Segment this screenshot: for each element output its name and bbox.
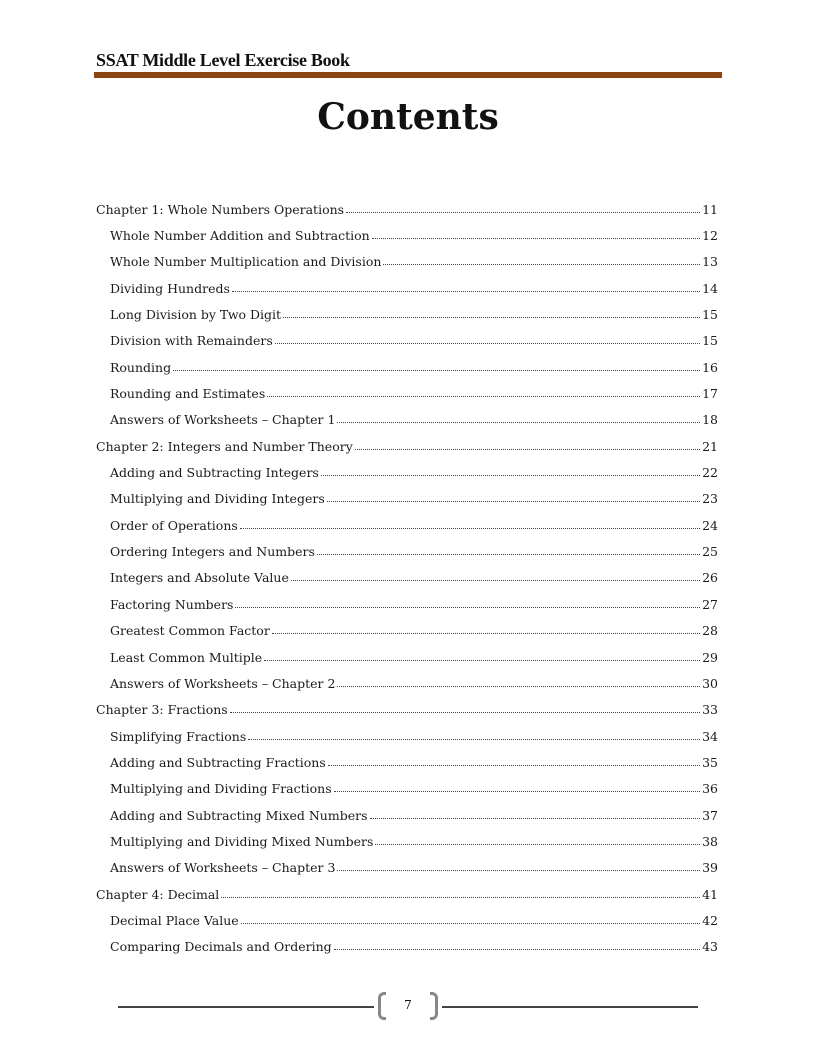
toc-dot-leader xyxy=(327,501,700,502)
toc-dot-leader xyxy=(291,580,700,581)
toc-dot-leader xyxy=(267,396,700,397)
toc-entry-label: Adding and Subtracting Integers xyxy=(110,465,319,481)
toc-dot-leader xyxy=(321,475,700,476)
toc-entry-label: Rounding and Estimates xyxy=(110,386,266,402)
toc-dot-leader xyxy=(375,844,700,845)
page-number: 7 xyxy=(404,998,412,1012)
header-rule xyxy=(94,72,722,78)
toc-entry-label: Whole Number Addition and Subtraction xyxy=(110,228,370,244)
toc-entry-page: 27 xyxy=(702,596,718,612)
toc-dot-leader xyxy=(275,343,700,344)
toc-section-entry[interactable] xyxy=(96,618,718,644)
toc-section-entry[interactable] xyxy=(96,723,718,749)
toc-entry-label: Multiplying and Dividing Fractions xyxy=(110,781,332,797)
toc-entry-page: 21 xyxy=(702,438,718,454)
toc-entry-page: 15 xyxy=(702,307,718,323)
toc-entry-label: Division with Remainders xyxy=(110,333,273,349)
toc-dot-leader xyxy=(370,818,701,819)
toc-entry-label: Long Division by Two Digit xyxy=(110,307,282,323)
toc-section-entry[interactable] xyxy=(96,407,718,433)
toc-entry-label: Answers of Worksheets – Chapter 2 xyxy=(110,675,336,691)
toc-entry-label: Chapter 1: Whole Numbers Operations xyxy=(96,201,345,217)
toc-section-entry[interactable] xyxy=(96,644,718,670)
toc-entry-page: 34 xyxy=(702,728,718,744)
toc-entry-page: 12 xyxy=(702,228,718,244)
toc-entry-page: 36 xyxy=(702,781,718,797)
toc-entry-page: 39 xyxy=(702,860,718,876)
toc-entry-page: 25 xyxy=(702,544,718,560)
toc-section-entry[interactable] xyxy=(96,934,718,960)
toc-section-entry[interactable] xyxy=(96,354,718,380)
toc-entry-label: Multiplying and Dividing Integers xyxy=(110,491,325,507)
toc-dot-leader xyxy=(230,712,700,713)
toc-entry-label: Chapter 2: Integers and Number Theory xyxy=(96,438,353,454)
toc-entry-label: Dividing Hundreds xyxy=(110,280,230,296)
toc-section-entry[interactable] xyxy=(96,380,718,406)
toc-dot-leader xyxy=(337,870,700,871)
toc-section-entry[interactable] xyxy=(96,749,718,775)
toc-entry-page: 30 xyxy=(702,675,718,691)
toc-entry-page: 17 xyxy=(702,386,718,402)
toc-dot-leader xyxy=(317,554,700,555)
toc-section-entry[interactable] xyxy=(96,565,718,591)
toc-dot-leader xyxy=(232,291,700,292)
toc-entry-label: Ordering Integers and Numbers xyxy=(110,544,315,560)
toc-section-entry[interactable] xyxy=(96,328,718,354)
footer-rule-left xyxy=(118,1006,374,1008)
toc-entry-label: Comparing Decimals and Ordering xyxy=(110,939,332,955)
toc-entry-label: Rounding xyxy=(110,359,172,375)
toc-entry-page: 23 xyxy=(702,491,718,507)
toc-dot-leader xyxy=(337,686,700,687)
toc-section-entry[interactable] xyxy=(96,538,718,564)
toc-entry-page: 28 xyxy=(702,623,718,639)
toc-dot-leader xyxy=(334,949,700,950)
toc-entry-page: 43 xyxy=(702,939,718,955)
toc-entry-page: 16 xyxy=(702,359,718,375)
toc-dot-leader xyxy=(248,739,700,740)
right-bracket-icon xyxy=(430,992,438,1020)
toc-section-entry[interactable] xyxy=(96,828,718,854)
toc-dot-leader xyxy=(337,422,700,423)
toc-chapter-entry[interactable] xyxy=(96,697,718,723)
table-of-contents xyxy=(96,196,718,960)
toc-section-entry[interactable] xyxy=(96,855,718,881)
toc-dot-leader xyxy=(241,923,700,924)
toc-dot-leader xyxy=(346,212,700,213)
toc-entry-label: Order of Operations xyxy=(110,517,238,533)
toc-entry-label: Whole Number Multiplication and Division xyxy=(110,254,382,270)
toc-dot-leader xyxy=(328,765,700,766)
toc-dot-leader xyxy=(383,264,700,265)
toc-entry-label: Adding and Subtracting Mixed Numbers xyxy=(110,807,368,823)
toc-entry-label: Answers of Worksheets – Chapter 1 xyxy=(110,412,336,428)
toc-chapter-entry[interactable] xyxy=(96,433,718,459)
toc-entry-page: 42 xyxy=(702,912,718,928)
toc-entry-label: Simplifying Fractions xyxy=(110,728,247,744)
toc-section-entry[interactable] xyxy=(96,486,718,512)
toc-section-entry[interactable] xyxy=(96,459,718,485)
toc-entry-page: 13 xyxy=(702,254,718,270)
toc-entry-page: 18 xyxy=(702,412,718,428)
toc-entry-label: Factoring Numbers xyxy=(110,596,234,612)
toc-entry-page: 35 xyxy=(702,754,718,770)
toc-section-entry[interactable] xyxy=(96,222,718,248)
page-title: Contents xyxy=(317,96,499,138)
toc-dot-leader xyxy=(283,317,700,318)
running-header: SSAT Middle Level Exercise Book xyxy=(96,50,350,70)
toc-entry-label: Chapter 4: Decimal xyxy=(96,886,220,902)
footer-rule-right xyxy=(442,1006,698,1008)
toc-dot-leader xyxy=(355,449,700,450)
toc-chapter-entry[interactable] xyxy=(96,881,718,907)
toc-entry-page: 33 xyxy=(702,702,718,718)
toc-dot-leader xyxy=(235,607,700,608)
toc-section-entry[interactable] xyxy=(96,591,718,617)
toc-entry-page: 11 xyxy=(702,201,718,217)
toc-entry-page: 22 xyxy=(702,465,718,481)
toc-entry-page: 15 xyxy=(702,333,718,349)
toc-entry-page: 24 xyxy=(702,517,718,533)
toc-entry-page: 38 xyxy=(702,833,718,849)
toc-entry-label: Greatest Common Factor xyxy=(110,623,270,639)
toc-dot-leader xyxy=(334,791,700,792)
toc-section-entry[interactable] xyxy=(96,275,718,301)
toc-section-entry[interactable] xyxy=(96,776,718,802)
toc-entry-label: Integers and Absolute Value xyxy=(110,570,289,586)
toc-dot-leader xyxy=(240,528,700,529)
toc-entry-label: Multiplying and Dividing Mixed Numbers xyxy=(110,833,374,849)
toc-entry-page: 41 xyxy=(702,886,718,902)
toc-entry-label: Decimal Place Value xyxy=(110,912,239,928)
toc-entry-label: Adding and Subtracting Fractions xyxy=(110,754,326,770)
toc-dot-leader xyxy=(372,238,700,239)
toc-entry-page: 37 xyxy=(702,807,718,823)
toc-section-entry[interactable] xyxy=(96,301,718,327)
toc-dot-leader xyxy=(173,370,700,371)
toc-entry-page: 26 xyxy=(702,570,718,586)
left-bracket-icon xyxy=(378,992,386,1020)
toc-entry-page: 29 xyxy=(702,649,718,665)
toc-section-entry[interactable] xyxy=(96,512,718,538)
toc-entry-label: Answers of Worksheets – Chapter 3 xyxy=(110,860,336,876)
toc-chapter-entry[interactable] xyxy=(96,196,718,222)
toc-entry-page: 14 xyxy=(702,280,718,296)
toc-section-entry[interactable] xyxy=(96,670,718,696)
toc-section-entry[interactable] xyxy=(96,907,718,933)
toc-dot-leader xyxy=(264,660,700,661)
toc-section-entry[interactable] xyxy=(96,802,718,828)
toc-dot-leader xyxy=(221,897,700,898)
toc-dot-leader xyxy=(272,633,700,634)
toc-section-entry[interactable] xyxy=(96,249,718,275)
toc-entry-label: Least Common Multiple xyxy=(110,649,263,665)
toc-entry-label: Chapter 3: Fractions xyxy=(96,702,228,718)
